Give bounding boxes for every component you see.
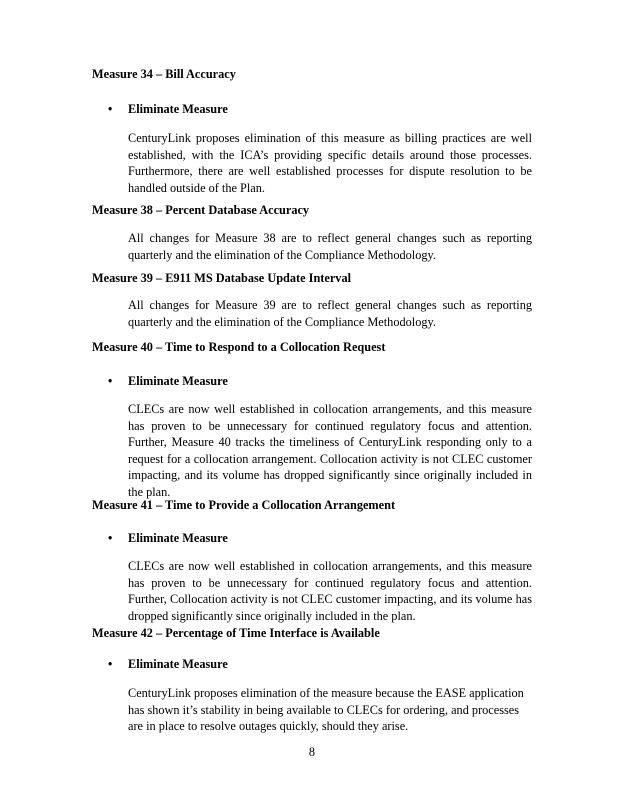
bullet-text: Eliminate Measure [128, 657, 228, 671]
section-heading: Measure 42 – Percentage of Time Interface is Available [92, 626, 380, 640]
bullet-icon: • [108, 531, 113, 545]
bullet-icon: • [108, 102, 113, 116]
section-heading: Measure 38 – Percent Database Accuracy [92, 203, 310, 217]
bullet-item [108, 530, 228, 547]
bullet-text: Eliminate Measure [128, 374, 228, 388]
section-heading: Measure 40 – Time to Respond to a Collocation Request [92, 340, 386, 354]
bullet-text: Eliminate Measure [128, 531, 228, 545]
section-paragraph: All changes for Measure 39 are to reflect general changes such as reporting quarterly and the elimination of the Compliance Methodology. [128, 298, 532, 329]
bullet-item [108, 373, 228, 390]
bullet-icon: • [108, 657, 113, 671]
bullet-text: Eliminate Measure [128, 102, 228, 116]
section-paragraph: CLECs are now well established in collocation arrangements, and this measure has proven to be unnecessary for continued regulatory focus and attention. Further, Measure 40 tracks the timeliness of CenturyLink responding only to a request for a collocation arrangement. Collocation activity is not CLEC customer impacting, and its volume has dropped significantly since originally included in the plan. [128, 402, 532, 499]
section-paragraph: CenturyLink proposes elimination of this measure as billing practices are well established, with the ICA’s providing specific details around those processes. Furthermore, there are well established processes for dispute resolution to be handled outside of the Plan. [128, 131, 532, 195]
section-paragraph: CLECs are now well established in collocation arrangements, and this measure has proven to be unnecessary for continued regulatory focus and attention. Further, Collocation activity is not CLEC customer impacting, and its volume has dropped significantly since originally included in the plan. [128, 559, 532, 623]
section-heading: Measure 41 – Time to Provide a Collocation Arrangement [92, 498, 396, 512]
section-paragraph: All changes for Measure 38 are to reflect general changes such as reporting quarterly and the elimination of the Compliance Methodology. [128, 231, 532, 262]
page-number: 8 [308, 745, 316, 759]
bullet-icon: • [108, 374, 113, 388]
bullet-item [108, 656, 228, 673]
bullet-item [108, 101, 228, 118]
section-paragraph: CenturyLink proposes elimination of the measure because the EASE application has shown it’s stability in being available to CLECs for ordering, and processes are in place to resolve outages quickly, should they arise. [128, 686, 524, 733]
section-heading: Measure 39 – E911 MS Database Update Interval [92, 271, 352, 285]
section-heading: Measure 34 – Bill Accuracy [92, 67, 236, 81]
